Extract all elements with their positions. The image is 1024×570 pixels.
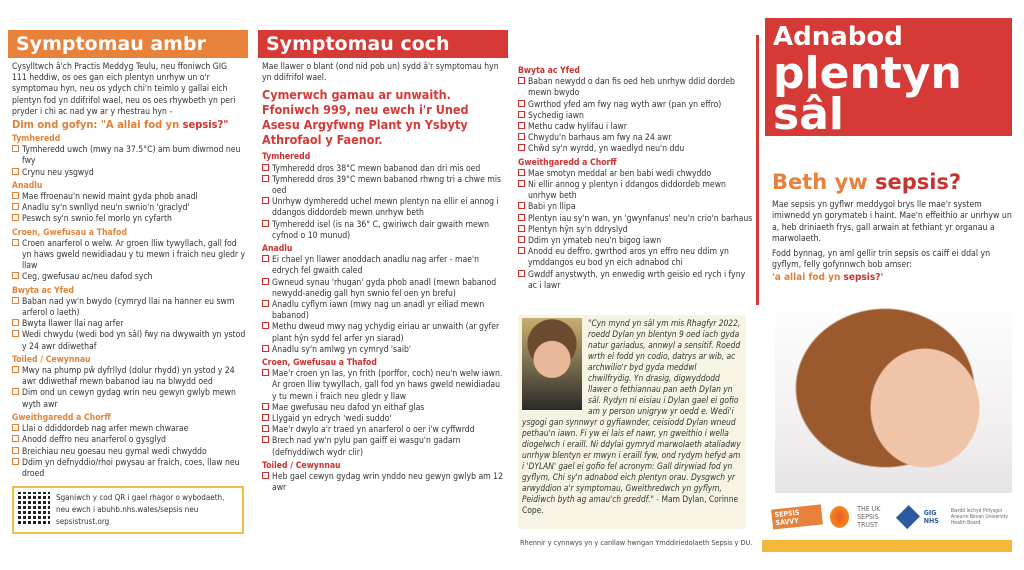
symptom-item	[514, 180, 758, 202]
symptom-item	[514, 100, 758, 111]
ask-sepsis: sepsis?"	[182, 118, 229, 132]
checkbox-icon[interactable]	[12, 203, 19, 210]
symptom-text: Croen anarferol o welw. Ar groen lliw tywyllach, gall fod yn haws gweld newidiadau y tu mewn i fraich neu gledr y llaw	[22, 238, 246, 272]
symptom-text: Ddim yn defnyddio/rhoi pwysau ar fraich, coes, llaw neu droed	[22, 457, 240, 479]
symptom-text: Heb gael cewyn gydag wrin ynddo neu gewyn gwlyb am 12 awr	[272, 472, 504, 494]
symptom-text: Mae gwefusau neu dafod yn eithaf glas	[272, 402, 425, 413]
symptom-item	[258, 197, 508, 219]
ask-b: sepsis?'	[843, 271, 884, 283]
uk-sepsis-trust-emblem	[830, 506, 849, 528]
checkbox-icon[interactable]	[518, 144, 525, 151]
checkbox-icon[interactable]	[12, 168, 19, 175]
section-heading: Croen, Gwefusau a Thafod	[12, 227, 127, 238]
symptom-text: Mwy na phump pŵ dyfrllyd (dolur rhydd) yn ystod y 24 awr ddiwethaf mewn babanod iau na blwydd oed	[22, 366, 235, 388]
checkbox-icon[interactable]	[262, 414, 269, 421]
checkbox-icon[interactable]	[518, 247, 525, 254]
red-urgent: Cymerwch gamau ar unwaith. Ffoniwch 999, neu ewch i'r Uned Asesu Argyfwng Plant yn Ysbyty Athrofaol y Faenor.	[262, 87, 469, 148]
symptom-item	[8, 435, 248, 446]
title-line-1: Adnabod	[773, 22, 903, 52]
checkbox-icon[interactable]	[518, 225, 525, 232]
symptom-item	[8, 297, 248, 319]
paragraph-1: Mae sepsis yn gyflwr meddygol brys lle mae'r system imiwnedd yn gorymateb i haint. Mae'n effeithio ar unrhyw un a, heb driniaeth frys, gall arwain at fethiant yr organau a marwolaeth.	[772, 200, 1012, 244]
checkbox-icon[interactable]	[12, 330, 19, 337]
symptom-text: Chwydu'n barhaus am fwy na 24 awr	[528, 133, 672, 144]
symptom-item	[514, 169, 758, 180]
checkbox-icon[interactable]	[262, 345, 269, 352]
checkbox-icon[interactable]	[518, 169, 525, 176]
section-heading: Anadlu	[12, 180, 43, 191]
symptom-text: Mae'r dwylo a'r traed yn anarferol o oer i'w cyffwrdd	[272, 425, 475, 436]
ask-quote: "A allai fod yn	[100, 118, 183, 132]
symptom-item	[8, 458, 248, 480]
nhs-wales-emblem	[896, 505, 920, 529]
symptom-text: Gwrthod yfed am fwy nag wyth awr (pan yn effro)	[528, 99, 722, 110]
uk-sepsis-trust-logo: THE UK SEPSIS TRUST	[857, 505, 881, 529]
symptom-item	[514, 77, 758, 99]
paragraph-2: Fodd bynnag, yn aml gellir trin sepsis os caiff ei ddal yn gyflym, felly gofynnwch bob amser:	[772, 249, 991, 271]
symptom-item	[8, 319, 248, 330]
symptom-item	[258, 278, 508, 300]
symptom-item	[8, 366, 248, 388]
symptom-item	[514, 270, 758, 292]
symptom-item	[258, 345, 508, 356]
symptom-item	[514, 122, 758, 133]
symptom-text: Breichiau neu goesau neu gymal wedi chwyddo	[22, 446, 207, 457]
symptom-item	[258, 164, 508, 175]
checkbox-icon[interactable]	[262, 472, 269, 479]
amber-ask	[8, 118, 248, 132]
symptom-text: Llai o ddiddordeb nag arfer mewn chwarae	[22, 424, 189, 435]
checkbox-icon[interactable]	[518, 270, 525, 277]
checkbox-icon[interactable]	[262, 278, 269, 285]
symptom-text: Gwddf anystwyth, yn enwedig wrth geisio ed rych i fyny ac i lawr	[528, 269, 746, 291]
symptom-item	[8, 272, 248, 283]
checkbox-icon[interactable]	[12, 388, 19, 395]
symptom-item	[8, 424, 248, 435]
symptom-text: Dim ond un cewyn gydag wrin neu gewyn gwlyb mewn wyth awr	[22, 388, 236, 410]
symptom-item	[514, 214, 758, 225]
divider	[756, 35, 759, 305]
cover-ask	[772, 272, 1012, 283]
symptom-text: Llygaid yn edrych 'wedi suddo'	[272, 414, 392, 425]
checkbox-icon[interactable]	[12, 435, 19, 442]
checkbox-icon[interactable]	[262, 369, 269, 376]
checkbox-icon[interactable]	[518, 202, 525, 209]
question-b: sepsis?	[874, 170, 962, 194]
symptom-text: Ei chael yn llawer anoddach anadlu nag arfer - mae'n edrych fel gwaith caled	[272, 255, 480, 277]
symptom-item	[514, 236, 758, 247]
symptom-item	[258, 175, 508, 197]
symptom-text: Tymheredd dros 38°C mewn babanod dan dri mis oed	[272, 163, 481, 174]
amber-sections	[8, 134, 248, 480]
checkbox-icon[interactable]	[12, 366, 19, 373]
symptom-item	[514, 111, 758, 122]
symptom-item	[258, 369, 508, 403]
checkbox-icon[interactable]	[12, 319, 19, 326]
symptom-text: Brech nad yw'n pylu pan gaiff ei wasgu'n gadarn (defnyddiwch wydr clir)	[272, 436, 461, 458]
section-heading: Bwyta ac Yfed	[518, 66, 580, 76]
checkbox-icon[interactable]	[518, 77, 525, 84]
symptom-text: Chŵd sy'n wyrdd, yn waedlyd neu'n ddu	[528, 144, 685, 155]
symptom-item	[8, 192, 248, 203]
symptom-text: Baban newydd o dan fis oed heb unrhyw ddid dordeb mewn bwydo	[528, 77, 735, 99]
red-symptoms-column	[258, 30, 508, 495]
qr-code[interactable]	[18, 492, 50, 524]
checkbox-icon[interactable]	[262, 197, 269, 204]
sepsis-savvy-logo: SEPSIS SAVVY	[771, 504, 823, 529]
symptom-text: Unrhyw dymheredd uchel mewn plentyn na ellir ei annog i ddangos diddordeb mewn unrhyw beth	[272, 197, 499, 219]
checkbox-icon[interactable]	[262, 175, 269, 182]
sick-child-photo	[775, 298, 1012, 493]
dylan-photo	[522, 318, 582, 410]
symptom-item	[8, 214, 248, 225]
section-heading: Tymheredd	[262, 152, 311, 163]
checkbox-icon[interactable]	[518, 180, 525, 187]
symptom-item	[258, 255, 508, 277]
checkbox-icon[interactable]	[518, 122, 525, 129]
red-symptoms-continued	[514, 64, 758, 292]
symptom-item	[8, 447, 248, 458]
section-heading: Gweithgaredd a Chorff	[518, 157, 617, 168]
checkbox-icon[interactable]	[12, 145, 19, 152]
section-heading: Bwyta ac Yfed	[12, 285, 74, 296]
symptom-text: Gwneud synau 'rhugan' gyda phob anadl (mewn babanod newydd-anedig gall hyn swnio fel oen yn brefu)	[272, 277, 497, 299]
symptom-text: Wedi chwydu (wedi bod yn sâl) fwy na dwywaith yn ystod y 24 awr ddiwethaf	[22, 330, 246, 352]
symptom-text: Crynu neu ysgwyd	[22, 167, 94, 178]
symptom-text: Plentyn hŷn sy'n ddryslyd	[528, 224, 628, 235]
red-sections	[258, 152, 508, 494]
checkbox-icon[interactable]	[262, 255, 269, 262]
symptom-text: Peswch sy'n swnio fel morlo yn cyfarth	[22, 214, 172, 225]
symptom-text: Baban nad yw'n bwydo (cymryd llai na hanner eu swm arferol o laeth)	[22, 296, 235, 319]
symptom-item	[514, 202, 758, 213]
amber-symptoms-column	[8, 30, 248, 534]
checkbox-icon[interactable]	[518, 214, 525, 221]
sepsis-description	[772, 200, 1012, 283]
ask-prefix: Dim ond gofyn:	[12, 118, 101, 132]
qr-text: Sganiwch y cod QR i gael rhagor o wybodaeth, neu ewch i abuhb.nhs.wales/sepsis neu sepsistrust.org	[56, 493, 225, 527]
symptom-item	[8, 239, 248, 273]
checkbox-icon[interactable]	[262, 220, 269, 227]
checkbox-icon[interactable]	[262, 403, 269, 410]
checkbox-icon[interactable]	[12, 272, 19, 279]
checkbox-icon[interactable]	[262, 164, 269, 171]
checkbox-icon[interactable]	[518, 111, 525, 118]
symptom-text: Tymheredd isel (is na 36° C, gwiriwch dair gwaith mewn cyfnod o 10 munud)	[272, 219, 489, 241]
section-heading: Gweithgaredd a Chorff	[12, 412, 111, 423]
section-heading: Toiled / Cewynnau	[12, 354, 91, 365]
checkbox-icon[interactable]	[262, 425, 269, 432]
question-a: Beth yw	[772, 170, 875, 194]
symptom-text: Anodd eu deffro, gwrthod aros yn effro neu ddim yn ymddangos eu bod yn eich adnabod chi	[528, 247, 729, 269]
symptom-text: Sychedig iawn	[528, 110, 584, 121]
symptom-text: Mae ffroenau'n newid maint gyda phob anadl	[22, 192, 198, 203]
symptom-item	[8, 330, 248, 352]
checkbox-icon[interactable]	[518, 133, 525, 140]
symptom-text: Methu cadw hylifau i lawr	[528, 122, 627, 133]
yellow-bar	[762, 540, 1012, 552]
symptom-item	[8, 168, 248, 179]
section-heading: Toiled / Cewynnau	[262, 460, 341, 471]
symptom-item	[258, 403, 508, 414]
section-heading: Anadlu	[262, 244, 293, 255]
nhs-logo: GIG NHS	[923, 509, 939, 525]
symptom-item	[514, 133, 758, 144]
amber-intro: Cysylltwch â'ch Practis Meddyg Teulu, neu ffoniwch GIG 111 heddiw, os oes gan eich plentyn unrhyw un o'r symptomau hyn, neu os ydych chi'n teimlo y gallai eich plentyn fod yn ddifrifol wael, neu os oes rhywbeth yn peri pryder i chi ac nad yw ar y rhestrau hyn -	[12, 62, 236, 117]
symptom-item	[258, 436, 508, 458]
symptom-text: Methu dweud mwy nag ychydig eiriau ar unwaith (ar gyfer plant hŷn sydd fel arfer yn siarad)	[272, 322, 500, 344]
red-cont-sections	[514, 66, 758, 292]
section-heading: Croen, Gwefusau a Thafod	[262, 358, 377, 369]
symptom-item	[8, 388, 248, 410]
checkbox-icon[interactable]	[262, 300, 269, 307]
checkbox-icon[interactable]	[12, 192, 19, 199]
symptom-text: Tymheredd dros 39°C mewn babanod rhwng tri a chwe mis oed	[272, 174, 502, 197]
checkbox-icon[interactable]	[262, 322, 269, 329]
checkbox-icon[interactable]	[12, 297, 19, 304]
checkbox-icon[interactable]	[12, 458, 19, 465]
checkbox-icon[interactable]	[12, 239, 19, 246]
qr-box	[12, 486, 244, 534]
checkbox-icon[interactable]	[12, 424, 19, 431]
quote-attribution: Mam Dylan, Corinne Cope.	[522, 494, 739, 515]
symptom-item	[258, 472, 508, 494]
symptom-item	[514, 225, 758, 236]
symptom-text: Mae smotyn meddal ar ben babi wedi chwyddo	[528, 168, 712, 179]
symptom-text: Ceg, gwefusau ac/neu dafod sych	[22, 272, 153, 283]
symptom-text: Plentyn iau sy'n wan, yn 'gwynfanus' neu'n crio'n barhaus	[528, 213, 753, 224]
quote-text: "Cyn mynd yn sâl ym mis Rhagfyr 2022, roedd Dylan yn blentyn 9 oed iach gyda natur gariadus, annwyl a sensitif. Roedd wrth ei fodd yn codio, datrys ar wib, ac archwilio'r byd gyda meddwl chwilfrydig. Yn drasig, digwyddodd llawer o fethiannau pan aeth Dylan yn sâl. Rydyn ni eisiau i Dylan gael ei gofio am y person unigryw yr oedd e. Wedi'i ysgogi gan synnwyr o gyfiawnder, ceisiodd Dylan wneud pethau'n iawn. Fi yw ei lais ef nawr, yn gweithio i wella diogelwch i eraill. Ni ddylai gymryd marwolaeth ataliadwy unrhyw blentyn er mwyn i eraill fyw, ond rydym hefyd am i 'DYLAN' gael ei gofio fel acronym: Gall dirywiad fod yn gyflym, Chi sy'n adnabod eich plentyn orau. Dysgwch yr arwyddion a'r symptomau, Gweithredwch yn gyflym, Peidiwch byth ag amau'ch greddf." -	[522, 318, 741, 504]
symptom-text: Bwyta llawer llai nag arfer	[22, 319, 124, 330]
symptom-item	[258, 300, 508, 322]
symptom-text: Mae'r croen yn las, yn frith (porffor, coch) neu'n welw iawn. Ar groen lliw tywyllach, gall fod yn haws gweld newidiadau y tu mewn i fraich neu gledr y llaw	[272, 369, 503, 402]
checkbox-icon[interactable]	[12, 447, 19, 454]
symptom-item	[514, 247, 758, 269]
symptom-item	[258, 425, 508, 436]
title-line-3: sâl	[773, 89, 844, 140]
symptom-item	[514, 144, 758, 155]
symptom-text: Ni ellir annog y plentyn i ddangos diddordeb mewn unrhyw beth	[528, 180, 726, 202]
quote-box	[518, 315, 746, 529]
red-header: Symptomau coch	[258, 30, 508, 58]
symptom-text: Anodd deffro neu anarferol o gysglyd	[22, 435, 166, 446]
symptom-text: Anadlu sy'n swnllyd neu'n swnio'n 'graclyd'	[22, 203, 190, 214]
checkbox-icon[interactable]	[12, 214, 19, 221]
checkbox-icon[interactable]	[262, 436, 269, 443]
section-heading: Tymheredd	[12, 134, 61, 145]
symptom-item	[258, 220, 508, 242]
footnote: Rhennir y cynnwys yn y canllaw hwngan Ymddiriedolaeth Sepsis y DU.	[520, 538, 753, 547]
symptom-text: Anadlu cyflym iawn (mwy nag un anadl yr eiliad mewn babanod)	[272, 300, 485, 322]
symptom-text: Anadlu sy'n amlwg yn cymryd 'saib'	[272, 344, 411, 355]
ask-a: 'a allai fod yn	[772, 271, 844, 283]
symptom-item	[258, 322, 508, 344]
symptom-text: Babi yn llipa	[528, 202, 576, 213]
symptom-item	[8, 145, 248, 167]
health-board-logo: Bwrdd Iechyd Prifysgol Aneurin Bevan University Health Board	[950, 508, 1009, 526]
symptom-item	[8, 203, 248, 214]
symptom-text: Tymheredd uwch (mwy na 37.5°C) am bum diwrnod neu fwy	[22, 145, 241, 167]
amber-header: Symptomau ambr	[8, 30, 248, 58]
checkbox-icon[interactable]	[518, 236, 525, 243]
symptom-text: Ddim yn ymateb neu'n bigog iawn	[528, 236, 662, 247]
what-is-sepsis-heading	[772, 170, 961, 194]
title-line-2: plentyn	[773, 48, 962, 99]
checkbox-icon[interactable]	[518, 100, 525, 107]
red-intro: Mae llawer o blant (ond nid pob un) sydd â'r symptomau hyn yn ddifrifol wael.	[262, 62, 499, 84]
symptom-item	[258, 414, 508, 425]
cover-title	[765, 18, 1012, 140]
logos	[772, 500, 1012, 534]
